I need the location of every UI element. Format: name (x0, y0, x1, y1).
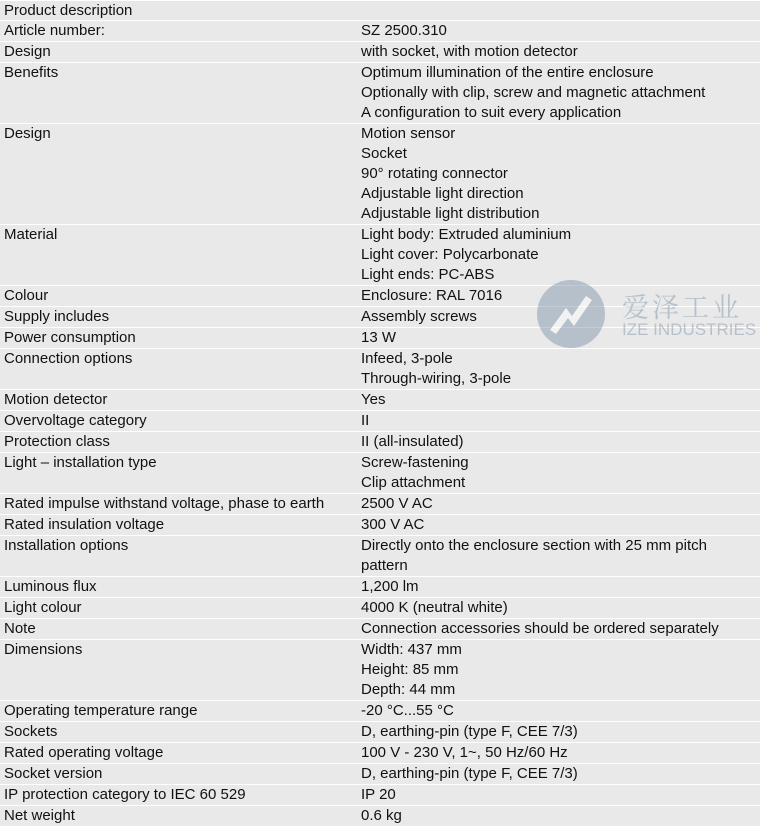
table-row (0, 806, 760, 827)
row-value: 100 V - 230 V, 1~, 50 Hz/60 Hz (361, 744, 568, 761)
row-label: Benefits (4, 64, 59, 81)
row-label: Material (4, 226, 58, 243)
row-values (357, 701, 760, 721)
table-row (0, 42, 760, 63)
table-row (0, 701, 760, 722)
row-label: Power consumption (4, 329, 136, 346)
row-value: Light body: Extruded aluminium (361, 226, 572, 243)
row-values (357, 515, 760, 535)
row-values (357, 619, 760, 639)
row-label: Overvoltage category (4, 412, 147, 429)
row-label: Connection options (4, 350, 133, 367)
row-label: Note (4, 620, 36, 637)
row-value: Width: 437 mm (361, 641, 462, 658)
table-row (0, 640, 760, 701)
row-values (357, 640, 760, 700)
row-value: Clip attachment (361, 474, 466, 491)
table-row (0, 349, 760, 390)
row-value: pattern (361, 557, 408, 574)
row-label: Light colour (4, 599, 82, 616)
row-values (357, 577, 760, 597)
row-label: Article number: (4, 22, 105, 39)
row-value: Light cover: Polycarbonate (361, 246, 539, 263)
table-row (0, 536, 760, 577)
row-value: 0.6 kg (361, 807, 402, 824)
row-values (357, 806, 760, 826)
table-row (0, 619, 760, 640)
row-label: Colour (4, 287, 49, 304)
row-value: II (all-insulated) (361, 433, 464, 450)
row-values (357, 785, 760, 805)
row-values (357, 286, 760, 306)
table-row (0, 225, 760, 286)
table-row (0, 63, 760, 124)
row-value: Adjustable light distribution (361, 205, 540, 222)
row-value: Motion sensor (361, 125, 456, 142)
row-label: Design (4, 43, 51, 60)
row-value: Light ends: PC-ABS (361, 266, 495, 283)
table-header (0, 1, 760, 21)
row-label: Net weight (4, 807, 75, 824)
row-label: IP protection category to IEC 60 529 (4, 786, 246, 803)
row-value: Optionally with clip, screw and magnetic attachment (361, 84, 706, 101)
product-spec-table (0, 1, 760, 827)
row-values (357, 390, 760, 410)
row-values (357, 494, 760, 514)
row-values (357, 411, 760, 431)
row-values (357, 536, 760, 576)
row-value: 90° rotating connector (361, 165, 508, 182)
table-row (0, 390, 760, 411)
row-label: Sockets (4, 723, 58, 740)
row-value: 4000 K (neutral white) (361, 599, 508, 616)
table-row (0, 453, 760, 494)
row-value: 300 V AC (361, 516, 425, 533)
row-value: Connection accessories should be ordered separately (361, 620, 719, 637)
row-value: Adjustable light direction (361, 185, 524, 202)
table-row (0, 21, 760, 42)
table-row (0, 515, 760, 536)
row-value: IP 20 (361, 786, 396, 803)
row-values (357, 349, 760, 389)
row-value: 2500 V AC (361, 495, 433, 512)
row-value: Yes (361, 391, 386, 408)
row-values (357, 453, 760, 493)
row-value: Directly onto the enclosure section with 25 mm pitch (361, 537, 707, 554)
table-row (0, 577, 760, 598)
row-values (357, 722, 760, 742)
table-row (0, 785, 760, 806)
row-label: Luminous flux (4, 578, 97, 595)
row-label: Installation options (4, 537, 129, 554)
row-value: A configuration to suit every application (361, 104, 622, 121)
row-value: -20 °C...55 °C (361, 702, 454, 719)
table-row (0, 722, 760, 743)
row-label: Motion detector (4, 391, 108, 408)
row-label: Protection class (4, 433, 110, 450)
row-value: II (361, 412, 370, 429)
row-values (357, 307, 760, 327)
row-value: Enclosure: RAL 7016 (361, 287, 503, 304)
row-values (357, 432, 760, 452)
row-label: Light – installation type (4, 454, 157, 471)
row-value: D, earthing-pin (type F, CEE 7/3) (361, 723, 578, 740)
row-label: Design (4, 125, 51, 142)
table-header-label: Product description (4, 2, 133, 19)
row-label: Socket version (4, 765, 103, 782)
row-value: D, earthing-pin (type F, CEE 7/3) (361, 765, 578, 782)
watermark-en: IZE INDUSTRIES (622, 320, 757, 339)
watermark-cn: 爱泽工业 (622, 293, 742, 324)
table-row (0, 764, 760, 785)
row-value: Depth: 44 mm (361, 681, 456, 698)
row-value: Optimum illumination of the entire enclosure (361, 64, 654, 81)
table-row (0, 286, 760, 307)
row-value: with socket, with motion detector (361, 43, 578, 60)
table-row (0, 494, 760, 515)
row-value: Socket (361, 145, 407, 162)
row-value: Through-wiring, 3-pole (361, 370, 512, 387)
spec-rows (0, 21, 760, 827)
row-value: SZ 2500.310 (361, 22, 447, 39)
table-row (0, 411, 760, 432)
row-values (357, 743, 760, 763)
row-values (357, 63, 760, 123)
row-label: Rated impulse withstand voltage, phase to earth (4, 495, 325, 512)
table-row (0, 598, 760, 619)
row-values (357, 598, 760, 618)
table-row (0, 743, 760, 764)
row-value: Screw-fastening (361, 454, 469, 471)
table-row (0, 124, 760, 225)
row-value: 13 W (361, 329, 397, 346)
row-value: Assembly screws (361, 308, 477, 325)
row-values (357, 42, 760, 62)
row-label: Dimensions (4, 641, 83, 658)
row-label: Operating temperature range (4, 702, 198, 719)
row-label: Rated operating voltage (4, 744, 164, 761)
row-value: Infeed, 3-pole (361, 350, 453, 367)
row-values (357, 124, 760, 224)
table-row (0, 328, 760, 349)
table-row (0, 432, 760, 453)
row-label: Rated insulation voltage (4, 516, 165, 533)
row-label: Supply includes (4, 308, 110, 325)
row-values (357, 21, 760, 41)
table-row (0, 307, 760, 328)
row-value: Height: 85 mm (361, 661, 459, 678)
row-values (357, 225, 760, 285)
row-value: 1,200 lm (361, 578, 419, 595)
row-values (357, 764, 760, 784)
row-values (357, 328, 760, 348)
